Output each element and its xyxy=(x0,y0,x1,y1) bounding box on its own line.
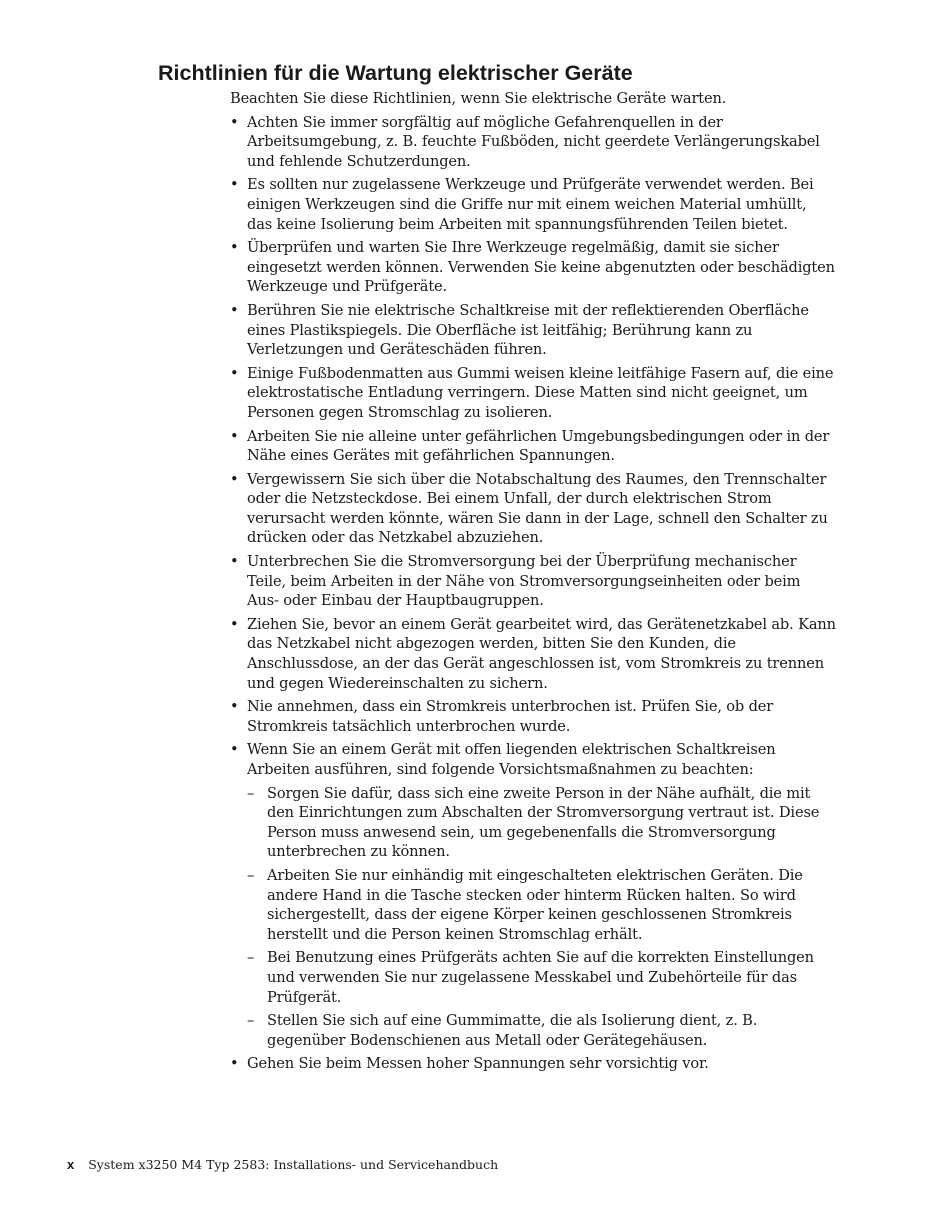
bullet-marker: • xyxy=(230,1055,239,1073)
list-item-text: Wenn Sie an einem Gerät mit offen liegenden elektrischen Schaltkreisen Arbeiten ausführen, sind folgende Vorsichtsmaßnahmen zu beachten: xyxy=(247,741,776,778)
bullet-marker: • xyxy=(230,741,239,759)
sub-list-item xyxy=(247,866,836,944)
list-item xyxy=(230,364,836,423)
footer-title: System x3250 M4 Typ 2583: Installations- und Servicehandbuch xyxy=(88,1157,499,1172)
dash-marker: – xyxy=(247,784,255,802)
sub-list-item xyxy=(247,784,836,862)
bullet-marker: • xyxy=(230,113,239,131)
list-item xyxy=(230,552,836,611)
dash-marker: – xyxy=(247,866,255,884)
list-item-text: Ziehen Sie, bevor an einem Gerät gearbeitet wird, das Gerätenetzkabel ab. Kann das Netzkabel nicht abgezogen werden, bitten Sie den Kunden, die Anschlussdose, an der das Gerät angeschlossen ist, vom Stromkreis zu trennen und gegen Wiedereinschalten zu sichern. xyxy=(247,615,836,692)
page-footer xyxy=(67,1157,498,1173)
list-item xyxy=(230,615,836,693)
bullet-marker: • xyxy=(230,364,239,382)
list-item-text: Achten Sie immer sorgfältig auf mögliche Gefahrenquellen in der Arbeitsumgebung, z. B. feuchte Fußböden, nicht geerdete Verlängerungskabel und fehlende Schutzerdungen. xyxy=(247,113,820,170)
sub-list-item-text: Sorgen Sie dafür, dass sich eine zweite Person in der Nähe aufhält, die mit den Einrichtungen zum Abschalten der Stromversorgung vertraut ist. Diese Person muss anwesend sein, um gegebenenfalls die Stromversorgung unterbrechen zu können. xyxy=(267,784,820,861)
dash-marker: – xyxy=(247,1012,255,1030)
list-item-text: Arbeiten Sie nie alleine unter gefährlichen Umgebungsbedingungen oder in der Nähe eines Gerätes mit gefährlichen Spannungen. xyxy=(247,427,830,465)
bullet-marker: • xyxy=(230,615,239,633)
list-item xyxy=(230,175,836,234)
bullet-marker: • xyxy=(230,470,239,488)
content-body xyxy=(230,89,836,1078)
bullet-marker: • xyxy=(230,176,239,194)
section-heading: Richtlinien für die Wartung elektrischer Geräte xyxy=(158,61,633,85)
list-item-text: Vergewissern Sie sich über die Notabschaltung des Raumes, den Trennschalter oder die Netzsteckdose. Bei einem Unfall, der durch elektrischen Strom verursacht werden könnte, wären Sie dann in der Lage, schnell den Schalter zu drücken oder das Netzkabel abzuziehen. xyxy=(247,470,828,547)
sub-list-item-text: Stellen Sie sich auf eine Gummimatte, die als Isolierung dient, z. B. gegenüber Bodenschienen aus Metall oder Gerätegehäusen. xyxy=(267,1012,758,1049)
bullet-marker: • xyxy=(230,427,239,445)
page-number: x xyxy=(67,1157,75,1172)
guideline-list xyxy=(230,113,836,1074)
sub-list-item-text: Arbeiten Sie nur einhändig mit eingeschalteten elektrischen Geräten. Die andere Hand in die Tasche stecken oder hinterm Rücken halten. So wird sichergestellt, dass der eigene Körper keinen geschlossenen Stromkreis herstellt und die Person keinen Stromschlag erhält. xyxy=(267,866,803,943)
list-item-text: Berühren Sie nie elektrische Schaltkreise mit der reflektierenden Oberfläche eines Plastikspiegels. Die Oberfläche ist leitfähig; Berührung kann zu Verletzungen und Geräteschäden führen. xyxy=(247,301,809,359)
sub-list-item xyxy=(247,1011,836,1050)
list-item-text: Unterbrechen Sie die Stromversorgung bei der Überprüfung mechanischer Teile, beim Arbeiten in der Nähe von Stromversorgungseinheiten oder beim Aus- oder Einbau der Hauptbaugruppen. xyxy=(247,553,801,610)
sub-list-item-text: Bei Benutzung eines Prüfgeräts achten Sie auf die korrekten Einstellungen und verwenden Sie nur zugelassene Messkabel und Zubehörteile für das Prüfgerät. xyxy=(267,949,814,1006)
bullet-marker: • xyxy=(230,698,239,716)
dash-marker: – xyxy=(247,949,255,967)
list-item-text: Es sollten nur zugelassene Werkzeuge und Prüfgeräte verwendet werden. Bei einigen Werkzeugen sind die Griffe nur mit einem weichen Material umhüllt, das keine Isolierung beim Arbeiten mit spannungsführenden Teilen bietet. xyxy=(247,176,814,233)
list-item xyxy=(230,1054,836,1074)
list-item-text: Gehen Sie beim Messen hoher Spannungen sehr vorsichtig vor. xyxy=(247,1055,709,1073)
list-item xyxy=(230,113,836,172)
list-item xyxy=(230,470,836,548)
bullet-marker: • xyxy=(230,239,239,257)
list-item xyxy=(230,238,836,297)
list-item xyxy=(230,740,836,1050)
list-item-text: Einige Fußbodenmatten aus Gummi weisen kleine leitfähige Fasern auf, die eine elektrostatische Entladung verringern. Diese Matten sind nicht geeignet, um Personen gegen Stromschlag zu isolieren. xyxy=(247,364,834,421)
bullet-marker: • xyxy=(230,553,239,571)
intro-paragraph: Beachten Sie diese Richtlinien, wenn Sie elektrische Geräte warten. xyxy=(230,90,727,107)
list-item xyxy=(230,427,836,466)
list-item xyxy=(230,301,836,360)
bullet-marker: • xyxy=(230,301,239,319)
list-item-text: Überprüfen und warten Sie Ihre Werkzeuge regelmäßig, damit sie sicher eingesetzt werden können. Verwenden Sie keine abgenutzten oder beschädigten Werkzeuge und Prüfgeräte. xyxy=(247,239,835,296)
list-item xyxy=(230,697,836,736)
precaution-sublist xyxy=(247,784,836,1051)
list-item-text: Nie annehmen, dass ein Stromkreis unterbrochen ist. Prüfen Sie, ob der Stromkreis tatsächlich unterbrochen wurde. xyxy=(247,698,774,735)
sub-list-item xyxy=(247,948,836,1007)
